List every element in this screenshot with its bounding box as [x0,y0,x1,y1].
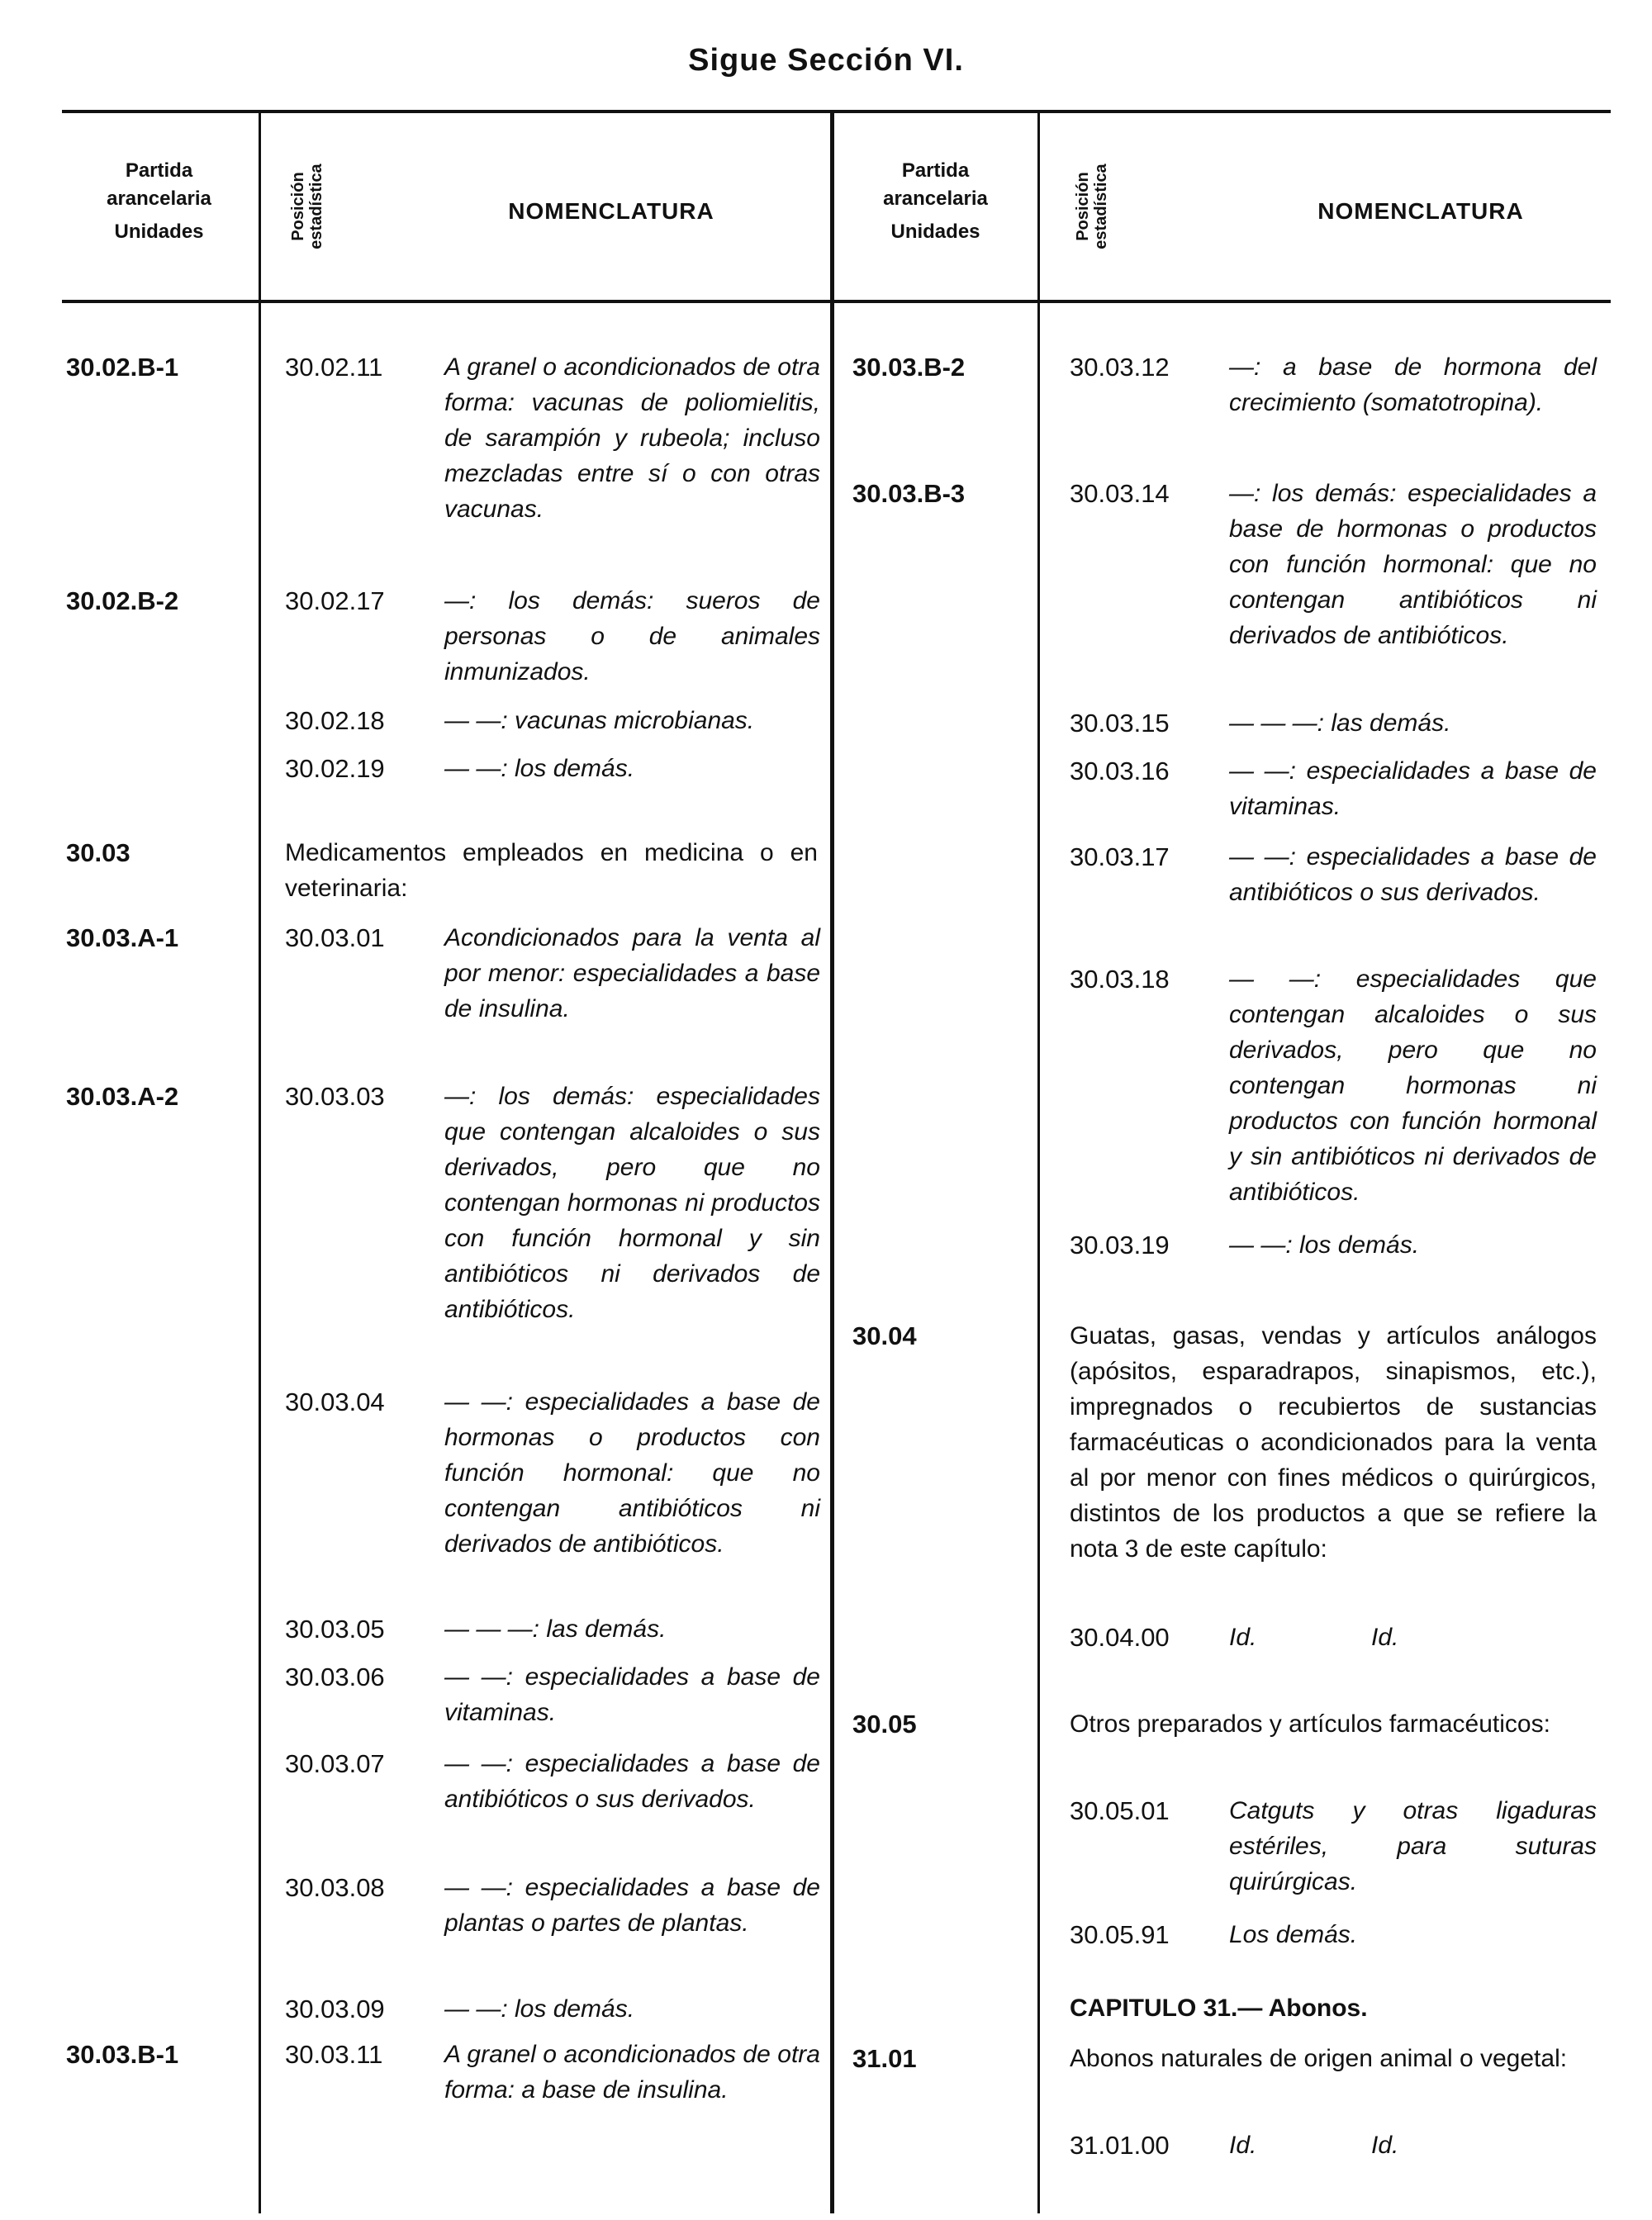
nomenclatura-desc: — —: los demás. [444,1995,635,2023]
nomenclatura-desc: — —: especialidades a base de antibióticos o sus derivados. [1229,843,1597,906]
header-posicion-line1: Posición [1074,172,1092,241]
nomenclatura-desc: Abonos naturales de origen animal o vegetal: [1070,2045,1568,2072]
header-partida-left [62,157,256,246]
posicion-code: 30.03.16 [1070,757,1170,785]
nomenclatura-desc: —: a base de hormona del crecimiento (somatotropina). [1229,353,1597,416]
posicion-code: 30.03.17 [1070,842,1170,871]
nomenclatura-desc: — —: los demás. [444,755,635,782]
nomenclatura-desc: —: los demás: especialidades que contengan alcaloides o sus derivados, pero que no contengan hormonas ni productos con función hormonal y sin antibióticos ni derivados de antibióticos. [444,1083,820,1323]
header-posicion-right [1074,145,1115,268]
partida-code: 30.03 [66,838,131,867]
posicion-code: 30.03.14 [1070,479,1170,508]
nomenclatura-desc: Acondicionados para la venta al por menor: especialidades a base de insulina. [444,924,820,1022]
posicion-code: 30.03.12 [1070,353,1170,382]
header-posicion-line2: estadística [307,164,325,249]
posicion-code: 30.03.06 [285,1663,385,1691]
nomenclatura-desc: — —: especialidades a base de plantas o partes de plantas. [444,1874,820,1937]
nomenclatura-desc: A granel o acondicionados de otra forma: vacunas de poliomielitis, de sarampión y rubeola; incluso mezcladas entre sí o con otras vacunas. [444,353,820,523]
top-rule [62,110,1611,113]
header-rule [62,300,1611,303]
nomenclatura-desc: —: los demás: especialidades a base de hormonas o productos con función hormonal: que no contengan antibióticos ni derivados de antibióticos. [1229,480,1597,649]
posicion-code: 30.03.15 [1070,709,1170,738]
chapter-heading: CAPITULO 31.— Abonos. [1070,1995,1368,2022]
posicion-code: 30.04.00 [1070,1623,1170,1652]
header-partida-line1: Partida [125,159,193,182]
nomenclatura-desc: — —: especialidades a base de vitaminas. [444,1663,820,1726]
header-posicion-line2: estadística [1092,164,1110,249]
posicion-code: 30.05.91 [1070,1920,1170,1949]
header-partida-line3: Unidades [890,221,980,243]
posicion-code: 30.03.19 [1070,1231,1170,1259]
nomenclatura-desc: — —: especialidades a base de hormonas o productos con función hormonal: que no contengan antibióticos ni derivados de antibióticos. [444,1388,820,1558]
partida-code: 30.03.B-2 [852,353,966,382]
header-partida-line1: Partida [901,159,970,182]
nomenclatura-desc: A granel o acondicionados de otra forma: a base de insulina. [444,2041,820,2104]
posicion-code: 30.03.03 [285,1082,385,1111]
header-partida-line2: arancelaria [107,187,211,210]
posicion-code: 30.03.11 [285,2040,383,2069]
header-nomenclatura-left: NOMENCLATURA [508,198,714,224]
nomenclatura-desc: Otros preparados y artículos farmacéuticos: [1070,1710,1550,1738]
page-title: Sigue Sección VI. [688,43,964,78]
col-divider-3 [1037,111,1040,2213]
posicion-code: 30.03.07 [285,1749,385,1778]
partida-code: 30.03.A-1 [66,923,179,952]
header-posicion-line1: Posición [289,172,307,241]
partida-code: 30.03.B-3 [852,479,966,508]
header-partida-line2: arancelaria [883,187,988,210]
header-nomenclatura-right: NOMENCLATURA [1317,198,1524,224]
header-partida-line3: Unidades [114,221,204,243]
nomenclatura-desc: Id. [1229,1624,1257,1651]
nomenclatura-desc: Los demás. [1229,1921,1358,1948]
posicion-code: 31.01.00 [1070,2131,1170,2160]
header-posicion-left [289,145,330,268]
nomenclatura-desc-unit: Id. [1371,1624,1399,1651]
partida-code: 30.03.A-2 [66,1082,179,1111]
header-partida-right [838,157,1032,246]
nomenclatura-desc-unit: Id. [1371,2132,1399,2159]
nomenclatura-desc: — —: vacunas microbianas. [444,707,755,734]
posicion-code: 30.03.01 [285,923,385,952]
nomenclatura-desc: — —: especialidades a base de vitaminas. [1229,757,1597,820]
posicion-code: 30.03.09 [285,1995,385,2023]
col-divider-center [830,111,834,2213]
posicion-code: 30.02.11 [285,353,383,382]
posicion-code: 30.05.01 [1070,1796,1170,1825]
nomenclatura-desc: Catguts y otras ligaduras estériles, para suturas quirúrgicas. [1229,1797,1597,1895]
nomenclatura-desc: — —: especialidades a base de antibióticos o sus derivados. [444,1750,820,1813]
nomenclatura-desc: — — —: las demás. [444,1615,667,1643]
partida-code: 31.01 [852,2044,917,2073]
partida-code: 30.05 [852,1710,917,1739]
posicion-code: 30.02.19 [285,754,385,783]
partida-code: 30.03.B-1 [66,2040,179,2069]
nomenclatura-desc: — —: los demás. [1229,1231,1420,1259]
posicion-code: 30.03.08 [285,1873,385,1902]
partida-code: 30.02.B-2 [66,586,179,615]
nomenclatura-desc: Id. [1229,2132,1257,2159]
nomenclatura-desc: — —: especialidades que contengan alcaloides o sus derivados, pero que no contengan hormonas ni productos con función hormonal y sin antibióticos ni derivados de antibióticos. [1229,965,1597,1206]
nomenclatura-desc: Guatas, gasas, vendas y artículos análogos (apósitos, esparadrapos, sinapismos, etc.), impregnados o recubiertos de sustancias farmacéuticas o acondicionados para la venta al por menor con fines médicos o quirúrgicos, distintos de los productos a que se refiere la nota 3 de este capítulo: [1070,1322,1597,1563]
posicion-code: 30.03.18 [1070,965,1170,994]
posicion-code: 30.02.17 [285,586,385,615]
nomenclatura-desc: Medicamentos empleados en medicina o en veterinaria: [285,839,818,902]
nomenclatura-desc: —: los demás: sueros de personas o de animales inmunizados. [444,587,820,685]
partida-code: 30.02.B-1 [66,353,179,382]
partida-code: 30.04 [852,1321,917,1350]
posicion-code: 30.03.05 [285,1615,385,1644]
posicion-code: 30.02.18 [285,706,385,735]
posicion-code: 30.03.04 [285,1388,385,1416]
nomenclatura-desc: — — —: las demás. [1229,709,1451,737]
col-divider-1 [259,111,261,2213]
